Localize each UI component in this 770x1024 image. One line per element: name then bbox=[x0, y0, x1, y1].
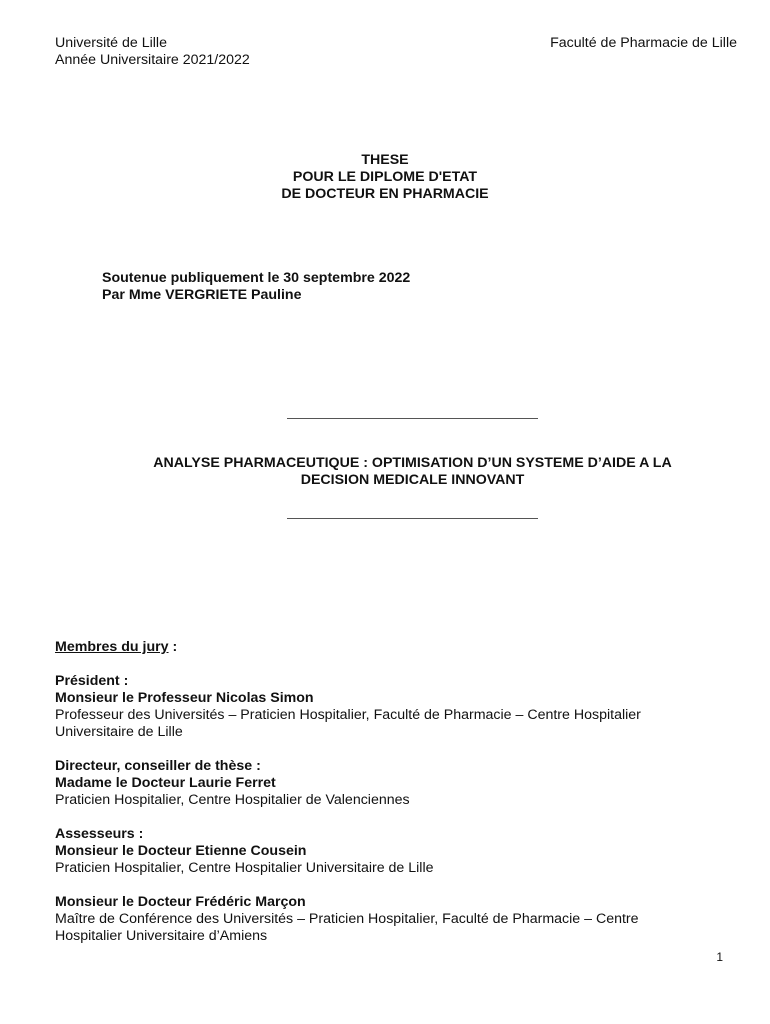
academic-year: Année Universitaire 2021/2022 bbox=[55, 52, 250, 68]
director-name: Madame le Docteur Laurie Ferret bbox=[55, 775, 276, 791]
jury-heading bbox=[55, 639, 735, 656]
assessor-1-name: Monsieur le Docteur Etienne Cousein bbox=[55, 843, 307, 859]
president-desc-line-1: Professeur des Universités – Praticien Hospitalier, Faculté de Pharmacie – Centre Hospitalier bbox=[55, 707, 641, 723]
faculty-name: Faculté de Pharmacie de Lille bbox=[550, 35, 737, 51]
thesis-type-line-3: DE DOCTEUR EN PHARMACIE bbox=[281, 186, 489, 202]
director-role: Directeur, conseiller de thèse : bbox=[55, 758, 261, 774]
assessor-2-desc-line-1: Maître de Conférence des Universités – Praticien Hospitalier, Faculté de Pharmacie – Centre bbox=[55, 911, 639, 927]
assessor-2-name: Monsieur le Docteur Frédéric Marçon bbox=[55, 894, 306, 910]
header-right bbox=[550, 35, 737, 52]
jury-heading-label: Membres du jury bbox=[55, 639, 169, 655]
thesis-title-line-2: DECISION MEDICALE INNOVANT bbox=[300, 472, 525, 488]
assessors-role: Assesseurs : bbox=[55, 826, 144, 842]
defense-date: Soutenue publiquement le 30 septembre 2022 bbox=[102, 270, 411, 286]
jury-director bbox=[55, 758, 735, 809]
president-name: Monsieur le Professeur Nicolas Simon bbox=[55, 690, 314, 706]
thesis-title-line-1: ANALYSE PHARMACEUTIQUE : OPTIMISATION D’UN SYSTEME D’AIDE A LA bbox=[153, 455, 672, 471]
jury-section bbox=[55, 639, 735, 945]
thesis-type-block bbox=[0, 152, 770, 203]
header-left bbox=[55, 35, 250, 69]
university-name: Université de Lille bbox=[55, 35, 167, 51]
defense-author: Par Mme VERGRIETE Pauline bbox=[102, 287, 302, 303]
president-desc-line-2: Universitaire de Lille bbox=[55, 724, 183, 740]
thesis-title bbox=[110, 455, 715, 489]
thesis-type-line-2: POUR LE DIPLOME D'ETAT bbox=[292, 169, 478, 185]
jury-assessors bbox=[55, 826, 735, 945]
defense-info bbox=[102, 270, 410, 304]
thesis-type-line-1: THESE bbox=[361, 152, 409, 168]
president-role: Président : bbox=[55, 673, 129, 689]
director-desc: Praticien Hospitalier, Centre Hospitalier de Valenciennes bbox=[55, 792, 410, 808]
assessor-1-desc: Praticien Hospitalier, Centre Hospitalier Universitaire de Lille bbox=[55, 860, 434, 876]
title-rule-bottom bbox=[287, 518, 538, 519]
jury-president bbox=[55, 673, 735, 741]
title-rule-top bbox=[287, 418, 538, 419]
page-number: 1 bbox=[716, 950, 723, 964]
assessor-2-desc-line-2: Hospitalier Universitaire d’Amiens bbox=[55, 928, 268, 944]
jury-heading-colon: : bbox=[168, 639, 178, 655]
